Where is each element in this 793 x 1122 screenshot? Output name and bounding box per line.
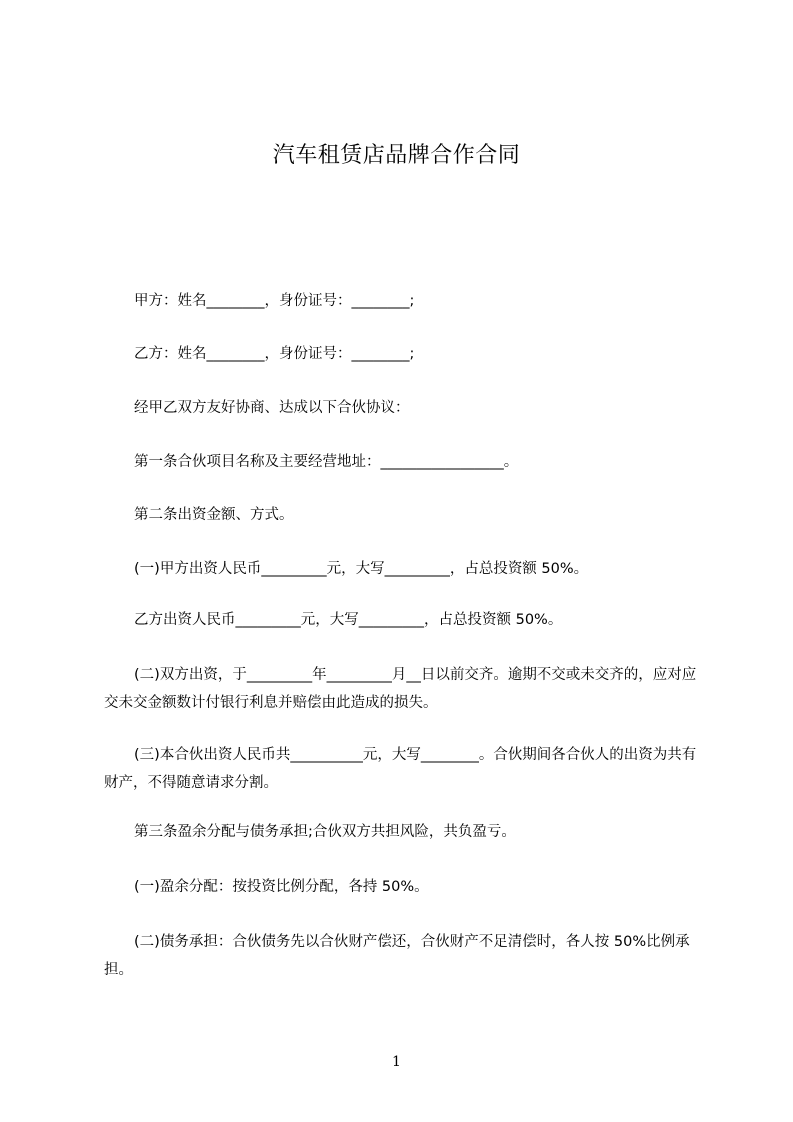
article-2-item-2: (二)双方出资，于_________年_________月__日以前交齐。逾期不交或未交齐的，应对应交未交金额数计付银行利息并赔偿由此造成的损失。 <box>104 667 697 711</box>
article-1: 第一条合伙项目名称及主要经营地址：_________________。 <box>134 454 519 470</box>
agreement-intro: 经甲乙双方友好协商、达成以下合伙协议： <box>134 400 410 416</box>
article-3-heading: 第三条盈余分配与债务承担;合伙双方共担风险，共负盈亏。 <box>134 824 516 840</box>
page-number: 1 <box>392 1054 401 1070</box>
article-3-item-1: (一)盈余分配：按投资比例分配，各持 50%。 <box>134 879 429 895</box>
article-2-item-3: (三)本合伙出资人民币共__________元，大写________。合伙期间各合伙人的出资为共有财产，不得随意请求分割。 <box>104 747 697 791</box>
party-a-line: 甲方：姓名________，身份证号：________; <box>134 293 415 309</box>
document-title: 汽车租赁店品牌合作合同 <box>272 143 521 168</box>
article-2-party-b: 乙方出资人民币_________元，大写_________，占总投资额 50%。 <box>134 612 563 628</box>
article-2-item-1: (一)甲方出资人民币_________元，大写_________，占总投资额 50%。 <box>134 561 589 577</box>
party-b-line: 乙方：姓名________，身份证号：________; <box>134 346 415 362</box>
article-3-item-2: (二)债务承担：合伙债务先以合伙财产偿还，合伙财产不足清偿时，各人按 50%比例承担。 <box>104 934 690 978</box>
article-2-heading: 第二条出资金额、方式。 <box>134 507 294 523</box>
